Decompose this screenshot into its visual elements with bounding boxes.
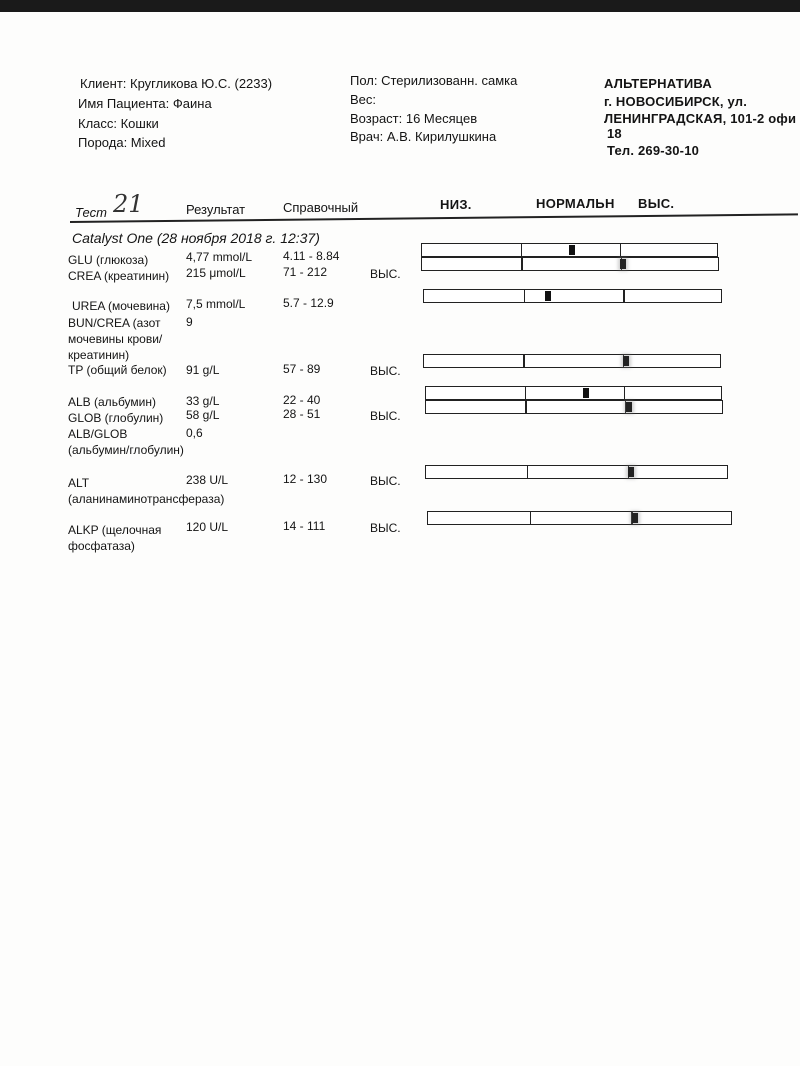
- test-result: 33 g/L: [186, 394, 220, 408]
- test-reference-range: 12 - 130: [283, 472, 328, 486]
- test-reference-range: 71 - 212: [283, 265, 328, 279]
- range-bar-divider: [523, 355, 524, 367]
- range-bar: [425, 386, 722, 400]
- test-result: 120 U/L: [186, 520, 229, 534]
- range-bar-divider: [525, 387, 526, 399]
- breed-line: Порода: Mixed: [78, 135, 166, 150]
- test-name: ALKP (щелочная фосфатаза): [68, 523, 162, 553]
- range-bar-divider: [521, 258, 522, 270]
- test-result: 238 U/L: [186, 473, 229, 487]
- col-high: ВЫС.: [638, 196, 675, 211]
- class-line: Класс: Кошки: [78, 116, 159, 131]
- range-bar-divider: [521, 244, 522, 256]
- result-marker: [620, 259, 626, 269]
- test-name: ALB/GLOB (альбумин/глобулин): [68, 427, 184, 457]
- clinic-phone: Тел. 269-30-10: [607, 143, 700, 158]
- col-result: Результат: [186, 202, 246, 217]
- range-bar-divider: [527, 466, 528, 478]
- test-reference-range: 22 - 40: [283, 393, 321, 407]
- col-reference: Справочный: [283, 200, 359, 215]
- range-bar-divider: [525, 401, 526, 413]
- handwritten-number: 21: [113, 190, 144, 218]
- test-result: 9: [186, 315, 193, 329]
- range-bar-divider: [620, 244, 621, 256]
- range-bar-divider: [624, 387, 625, 399]
- test-result: 7,5 mmol/L: [186, 297, 246, 311]
- range-bar-divider: [530, 512, 531, 524]
- col-test: Тест: [75, 205, 107, 220]
- test-name: TP (общий белок): [68, 363, 167, 377]
- clinic-address-1: г. НОВОСИБИРСК, ул.: [604, 94, 748, 109]
- range-bar: [425, 465, 728, 479]
- test-result: 215 μmol/L: [186, 266, 246, 280]
- col-low: НИЗ.: [440, 197, 472, 212]
- result-marker: [623, 356, 629, 366]
- result-marker: [628, 467, 634, 477]
- client-line: Клиент: Кругликова Ю.С. (2233): [80, 76, 273, 91]
- test-name: BUN/CREA (азот мочевины крови/креатинин): [68, 316, 163, 362]
- result-marker: [545, 291, 551, 301]
- test-reference-range: 14 - 111: [283, 519, 326, 533]
- test-name: ALT (аланинаминотрансфераза): [68, 476, 225, 506]
- test-name: UREA (мочевина): [72, 299, 170, 313]
- clinic-address-3: 18: [607, 126, 622, 141]
- header-divider: [70, 213, 798, 222]
- range-bar: [427, 511, 732, 525]
- test-reference-range: 4.11 - 8.84: [283, 249, 340, 263]
- range-bar-divider: [623, 290, 624, 302]
- test-flag: ВЫС.: [370, 521, 401, 535]
- range-bar: [421, 243, 718, 257]
- clinic-name: АЛЬТЕРНАТИВА: [604, 76, 712, 91]
- test-name: GLU (глюкоза): [68, 253, 149, 267]
- test-reference-range: 28 - 51: [283, 407, 321, 421]
- scan-top-edge: [0, 0, 800, 12]
- analyzer-title: Catalyst One (28 ноября 2018 г. 12:37): [72, 230, 320, 246]
- clinic-address-2: ЛЕНИНГРАДСКАЯ, 101-2 офи: [604, 111, 797, 126]
- test-flag: ВЫС.: [370, 364, 401, 378]
- range-bar-divider: [524, 290, 525, 302]
- weight-line: Вес:: [350, 92, 377, 107]
- result-marker: [626, 402, 632, 412]
- test-flag: ВЫС.: [370, 409, 401, 423]
- test-reference-range: 5.7 - 12.9: [283, 296, 334, 310]
- test-flag: ВЫС.: [370, 474, 401, 488]
- age-line: Возраст: 16 Месяцев: [350, 111, 478, 126]
- range-bar: [423, 354, 721, 368]
- sex-line: Пол: Стерилизованн. самка: [350, 73, 518, 88]
- range-bar: [425, 400, 723, 414]
- result-marker: [583, 388, 589, 398]
- result-marker: [569, 245, 575, 255]
- range-bar: [421, 257, 719, 271]
- test-result: 58 g/L: [186, 408, 220, 422]
- test-name: GLOB (глобулин): [68, 411, 164, 425]
- test-flag: ВЫС.: [370, 267, 401, 281]
- range-bar: [423, 289, 722, 303]
- doctor-line: Врач: А.В. Кирилушкина: [350, 129, 497, 144]
- test-result: 4,77 mmol/L: [186, 250, 253, 264]
- test-result: 91 g/L: [186, 363, 220, 377]
- patient-line: Имя Пациента: Фаина: [78, 96, 212, 111]
- test-reference-range: 57 - 89: [283, 362, 321, 376]
- test-name: CREA (креатинин): [68, 269, 170, 283]
- col-normal: НОРМАЛЬН: [536, 196, 615, 211]
- result-marker: [632, 513, 638, 523]
- test-result: 0,6: [186, 426, 203, 440]
- test-name: ALB (альбумин): [68, 395, 156, 409]
